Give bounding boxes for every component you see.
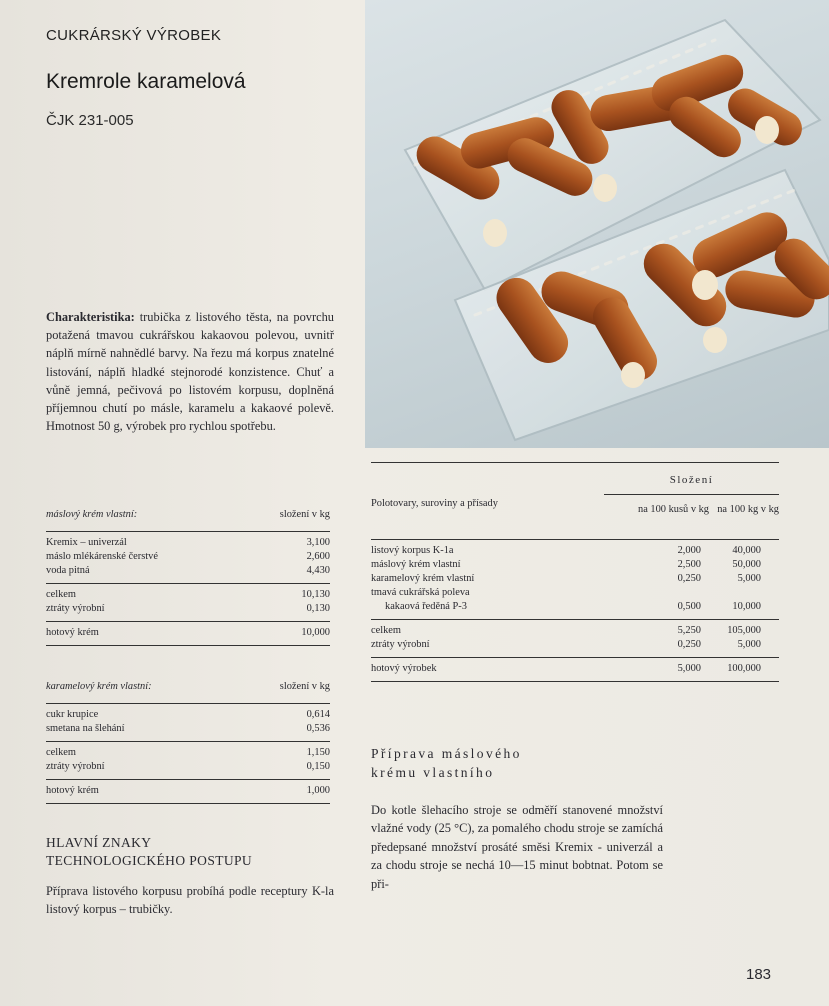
divider <box>371 681 779 682</box>
characteristics-label: Charakteristika: <box>46 310 135 324</box>
table-row: tmavá cukrářská poleva <box>371 587 470 598</box>
total-row: celkem 10,130 <box>46 589 330 600</box>
divider <box>46 531 330 532</box>
total-row: celkem 1,150 <box>46 747 330 758</box>
preparation-heading: Příprava máslového krému vlastního <box>371 746 522 780</box>
table-row: karamelový krém vlastní 0,250 5,000 <box>371 573 761 584</box>
characteristics-paragraph <box>46 308 334 435</box>
product-photo <box>365 0 829 448</box>
table-row: cukr krupice 0,614 <box>46 709 330 720</box>
final-row: hotový krém 10,000 <box>46 627 330 638</box>
table-row: listový korpus K-1a 2,000 40,000 <box>371 545 761 556</box>
cream-rolls-illustration <box>365 0 829 448</box>
divider <box>46 583 330 584</box>
table-row: voda pitná 4,430 <box>46 565 330 576</box>
product-code: ČJK 231-005 <box>46 112 134 129</box>
table-row: kakaová ředěná P-3 0,500 10,000 <box>385 601 761 612</box>
divider <box>371 539 779 540</box>
divider <box>46 621 330 622</box>
final-row: hotový výrobek 5,000 100,000 <box>371 663 761 674</box>
butter-cream-table <box>46 508 330 650</box>
preparation-paragraph: Do kotle šlehacího stroje se odměří stanovené množství vlažné vody (25 °C), za pomalého chodu stroje se zamíchá předepsané množství prosáté směsi Kremix - univerzál a za chodu stroje se nechá 10—15 minut bobtnat. Potom se při- <box>371 803 663 891</box>
composition-table <box>371 462 779 686</box>
divider <box>46 741 330 742</box>
loss-row: ztráty výrobní 0,150 <box>46 761 330 772</box>
table-row: máslový krém vlastní 2,500 50,000 <box>371 559 761 570</box>
section-heading: HLAVNÍ ZNAKY TECHNOLOGICKÉHO POSTUPU <box>46 835 253 868</box>
divider <box>46 703 330 704</box>
divider <box>46 779 330 780</box>
table-header: máslový krém vlastní: složení v kg <box>46 509 330 520</box>
product-category: CUKRÁRSKÝ VÝROBEK <box>46 27 222 44</box>
page-number: 183 <box>746 966 772 983</box>
loss-row: ztráty výrobní 0,130 <box>46 603 330 614</box>
product-title: Kremrole karamelová <box>46 70 246 93</box>
table-row: Kremix – univerzál 3,100 <box>46 537 330 548</box>
characteristics-text: trubička z listového těsta, na povrchu potažená tmavou cukrářskou kakaovou polevou, uvnitř náplň mírně nahnědlé barvy. Na řezu má korpus znatelné listování, náplň hladké stejnorodé konzistence. Chuť a vůně jemná, pečivová po listovém korpusu, doplněná příjemnou chutí po másle, karamelu a kakaové polevě. Hmotnost 50 g, výrobek pro rychlou spotřebu. <box>46 310 334 434</box>
divider <box>46 645 330 646</box>
final-row: hotový krém 1,000 <box>46 785 330 796</box>
divider <box>46 803 330 804</box>
divider <box>604 494 779 495</box>
loss-row: ztráty výrobní 0,250 5,000 <box>371 639 761 650</box>
table-header: karamelový krém vlastní: složení v kg <box>46 681 330 692</box>
table-header: Polotovary, suroviny a přísady Složení na 100 kusů v kg na 100 kg v kg <box>371 474 779 515</box>
table-row: máslo mlékárenské čerstvé 2,600 <box>46 551 330 562</box>
section-paragraph: Příprava listového korpusu probíhá podle receptury K-la listový korpus – trubičky. <box>46 884 334 916</box>
table-row: smetana na šlehání 0,536 <box>46 723 330 734</box>
total-row: celkem 5,250 105,000 <box>371 625 761 636</box>
divider <box>371 657 779 658</box>
divider <box>371 619 779 620</box>
caramel-cream-table <box>46 680 330 808</box>
